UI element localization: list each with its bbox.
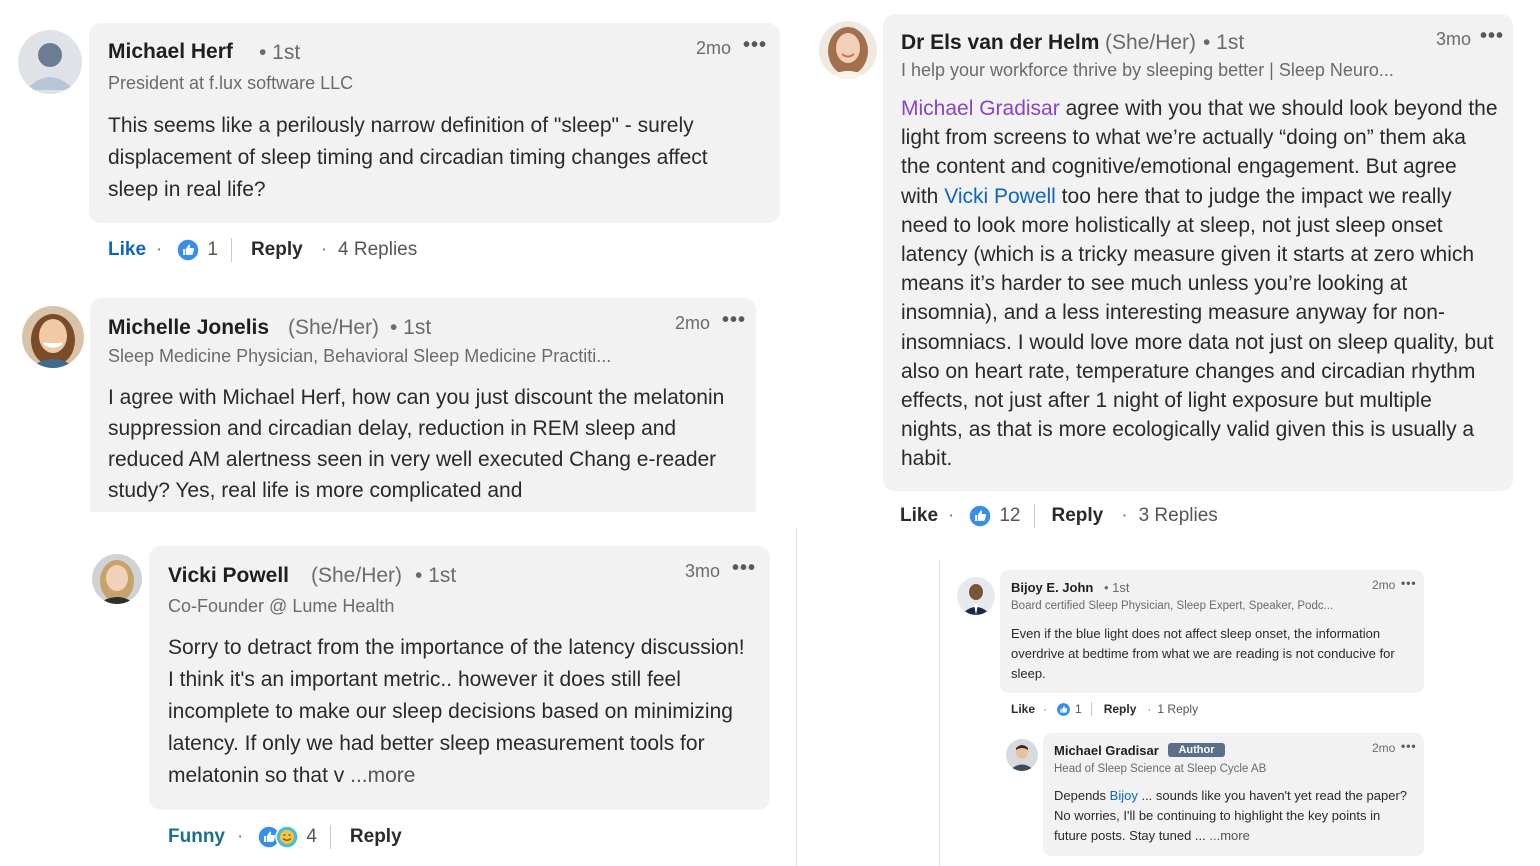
view-replies-link[interactable]: 3 Replies — [1138, 505, 1218, 526]
see-more-link[interactable]: ...more — [350, 764, 416, 787]
comment-bubble-michael-herf — [89, 23, 780, 223]
mention-michael-gradisar[interactable]: Michael Gradisar — [901, 97, 1060, 120]
separator-dot: · — [320, 239, 328, 260]
comment-timestamp: 2mo — [1372, 741, 1396, 755]
comment-text — [1054, 786, 1412, 846]
connection-degree: • 1st — [259, 41, 301, 64]
action-divider — [1091, 702, 1092, 716]
comment-text: I agree with Michael Herf, how can you just discount the melatonin suppression and circadian delay, reduction in REM sleep and reduced AM alertness seen in very well executed Chang e-reader study? Yes, real life is more complicated and — [108, 386, 725, 502]
more-options-icon[interactable]: ••• — [743, 34, 768, 56]
profile-photo-icon — [819, 21, 877, 79]
connection-degree: • 1st — [1203, 31, 1245, 54]
reply-thread-divider — [939, 560, 940, 866]
reaction-count[interactable]: 12 — [999, 505, 1021, 526]
comment-text-part: too here that to judge the impact we really need to look more holistically at sleep, not just sleep onset latency (which is a tricky measure given it starts at zero which means it’s harder to see much unless you’re looking at insomnia), and a less interesting measure anyway for non-insomniacs. I would love more data not just on sleep quality, but also on heart rate, temperature changes and circadian rhythm effects, not just after 1 night of light exposure but multiple nights, as that is more ecologically valid given this is usually a habit. — [901, 184, 1494, 471]
separator-dot: · — [948, 505, 955, 526]
mention-vicki-powell[interactable]: Vicki Powell — [944, 184, 1056, 208]
reaction-count[interactable]: 1 — [207, 239, 218, 260]
commenter-name[interactable]: Vicki Powell — [168, 564, 290, 587]
commenter-pronouns: (She/Her) — [311, 564, 403, 587]
more-options-icon[interactable]: ••• — [1401, 739, 1417, 753]
commenter-headline: Co-Founder @ Lume Health — [168, 596, 395, 616]
thread-divider — [796, 528, 797, 866]
reaction-count[interactable]: 1 — [1075, 702, 1082, 716]
comment-text — [901, 94, 1499, 474]
funny-button[interactable]: Funny — [168, 826, 225, 847]
view-replies-link[interactable]: 1 Reply — [1157, 702, 1199, 716]
comment-text-part: Depends — [1054, 788, 1110, 803]
separator-dot: · — [237, 826, 244, 847]
comment-text — [168, 632, 750, 792]
like-funny-reaction-icons[interactable] — [257, 825, 299, 849]
more-options-icon[interactable]: ••• — [722, 309, 747, 331]
commenter-headline: I help your workforce thrive by sleeping better | Sleep Neuro... — [901, 60, 1394, 80]
avatar-michelle-jonelis[interactable] — [22, 306, 84, 368]
comment-timestamp: 3mo — [685, 561, 721, 581]
comment-timestamp: 2mo — [675, 313, 711, 333]
comment-text: This seems like a perilously narrow definition of "sleep" - surely displacement of sleep timing and circadian timing changes affect sleep in real life? — [108, 114, 708, 201]
connection-degree: • 1st — [1104, 580, 1130, 595]
reply-button[interactable]: Reply — [250, 239, 303, 260]
comment-text-part: agree with you that we should look beyond the light from screens to what we’re actually “doing on” them aka the content and cognitive/emotional engagement. But agree with — [901, 97, 1498, 208]
view-replies-link[interactable]: 4 Replies — [338, 239, 418, 260]
commenter-headline: Board certified Sleep Physician, Sleep Expert, Speaker, Podc... — [1011, 600, 1334, 612]
profile-photo-icon — [957, 577, 995, 615]
action-divider — [330, 825, 331, 849]
comment-bubble-michael-gradisar — [1043, 733, 1424, 856]
commenter-name[interactable]: Bijoy E. John — [1011, 580, 1094, 595]
avatar-els-van-der-helm[interactable] — [819, 21, 877, 79]
comment-text-content: Sorry to detract from the importance of the latency discussion! I think it's an important metric.. however it does still feel incomplete to make our sleep decisions based on minimizing latency. If only we had better sleep measurement tools for melatonin so that v — [168, 636, 745, 787]
separator-dot: · — [1121, 505, 1128, 526]
action-divider — [1034, 504, 1035, 528]
profile-photo-icon — [22, 306, 84, 368]
like-button[interactable]: Like — [108, 239, 147, 260]
commenter-name[interactable]: Michael Herf — [108, 40, 233, 63]
profile-photo-icon — [1006, 739, 1038, 771]
like-reaction-icon[interactable] — [176, 238, 200, 262]
comment-actions — [108, 238, 417, 262]
mention-bijoy[interactable]: Bijoy — [1109, 788, 1138, 803]
avatar-michael-gradisar[interactable] — [1006, 739, 1038, 771]
more-options-icon[interactable]: ••• — [1480, 25, 1505, 47]
comment-actions — [168, 825, 402, 849]
comment-timestamp: 3mo — [1436, 29, 1472, 49]
comment-bubble-michelle-jonelis — [90, 298, 756, 512]
avatar-vicki-powell[interactable] — [92, 554, 142, 604]
comment-actions — [1011, 701, 1198, 717]
reaction-count[interactable]: 4 — [306, 826, 317, 847]
like-button[interactable]: Like — [1011, 702, 1036, 716]
commenter-headline: Sleep Medicine Physician, Behavioral Sleep Medicine Practiti... — [108, 346, 612, 366]
see-more-link[interactable]: ...more — [1209, 828, 1250, 843]
avatar-bijoy-e-john[interactable] — [957, 577, 995, 615]
like-button[interactable]: Like — [900, 505, 939, 526]
reply-button[interactable]: Reply — [349, 826, 402, 847]
commenter-name[interactable]: Dr Els van der Helm — [901, 31, 1100, 54]
default-person-icon — [18, 30, 82, 94]
commenter-pronouns: (She/Her) — [288, 316, 380, 339]
comment-text: Even if the blue light does not affect sleep onset, the information overdrive at bedtime from what we are reading is not conducive for sleep. — [1011, 626, 1395, 681]
comment-text-part: ... sounds like you haven't yet read the paper? No worries, I'll be continuing to highlight the key points in future posts. Stay tuned ... — [1054, 788, 1407, 843]
commenter-headline: President at f.lux software LLC — [108, 73, 354, 93]
comment-timestamp: 2mo — [696, 38, 732, 58]
avatar-michael-herf[interactable] — [18, 30, 82, 94]
comment-bubble-vicki-powell — [149, 546, 770, 810]
like-reaction-icon[interactable] — [1056, 702, 1071, 717]
reply-button[interactable]: Reply — [1103, 702, 1137, 716]
connection-degree: • 1st — [390, 316, 432, 339]
commenter-headline: Head of Sleep Science at Sleep Cycle AB — [1054, 763, 1267, 775]
comment-actions — [900, 504, 1218, 528]
comment-bubble-bijoy-e-john — [1000, 570, 1424, 693]
profile-photo-icon — [92, 554, 142, 604]
separator-dot: · — [1043, 702, 1048, 716]
commenter-name[interactable]: Michael Gradisar — [1054, 743, 1159, 758]
commenter-name[interactable]: Michelle Jonelis — [108, 316, 270, 339]
more-options-icon[interactable]: ••• — [732, 557, 757, 579]
author-badge: Author — [1168, 743, 1225, 757]
comment-bubble-els-van-der-helm — [883, 14, 1513, 491]
comment-timestamp: 2mo — [1372, 578, 1396, 592]
action-divider — [231, 238, 232, 262]
separator-dot: · — [1147, 702, 1152, 716]
separator-dot: · — [156, 239, 163, 260]
reply-button[interactable]: Reply — [1051, 505, 1104, 526]
connection-degree: • 1st — [415, 564, 457, 587]
like-reaction-icon[interactable] — [968, 504, 992, 528]
more-options-icon[interactable]: ••• — [1401, 576, 1417, 590]
commenter-pronouns: (She/Her) — [1105, 31, 1197, 54]
